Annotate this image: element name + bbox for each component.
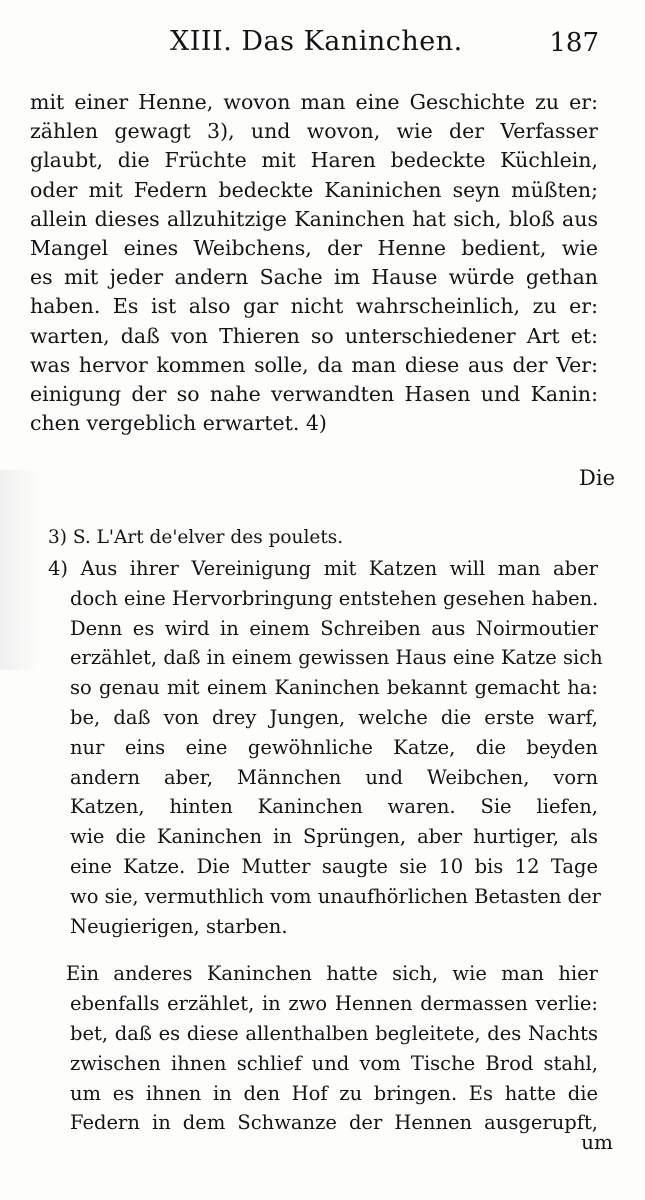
footnote-line: andern aber, Männchen und Weibchen, vorn bbox=[70, 765, 598, 789]
text-line: zählen gewagt 3), und wovon, wie der Verfasser bbox=[30, 119, 598, 144]
page-header bbox=[30, 26, 605, 66]
text-line: einigung der so nahe verwandten Hasen und Kanin: bbox=[30, 381, 598, 406]
footnote-line: Ein anderes Kaninchen hatte sich, wie man hier bbox=[66, 962, 598, 986]
footnote-3: 3) S. L'Art de'elver des poulets. bbox=[48, 527, 344, 548]
footnote-line: Katzen, hinten Kaninchen waren. Sie liefen, bbox=[70, 795, 598, 819]
text-line: warten, daß von Thieren so unterschiedener Art et: bbox=[30, 323, 598, 348]
footnotes bbox=[48, 522, 603, 1138]
page-number: 187 bbox=[549, 28, 599, 58]
text-line: mit einer Henne, wovon man eine Geschichte zu er: bbox=[30, 90, 598, 114]
text-line: es mit jeder andern Sache im Hause würde gethan bbox=[30, 265, 598, 290]
text-line: oder mit Federn bedeckte Kaninichen seyn müßten; bbox=[30, 177, 598, 202]
footnote-line: Neugierigen, starben. bbox=[70, 914, 288, 938]
footnote-line: nur eins eine gewöhnliche Katze, die beyden bbox=[70, 735, 598, 759]
footnote-line: ebenfalls erzählet, in zwo Hennen dermassen verlie: bbox=[70, 992, 598, 1016]
footnote-line: zwischen ihnen schlief und vom Tische Brod stahl, bbox=[70, 1051, 598, 1075]
footnote-line: Denn es wird in einem Schreiben aus Noirmoutier bbox=[70, 616, 598, 640]
footnote-line: be, daß von drey Jungen, welche die erste warf, bbox=[70, 705, 598, 729]
text-line: glaubt, die Früchte mit Haren bedeckte Küchlein, bbox=[30, 148, 598, 173]
text-line: haben. Es ist also gar nicht wahrscheinlich, zu er: bbox=[30, 294, 598, 319]
footnote-line: Federn in dem Schwanze der Hennen ausgerupft, bbox=[70, 1111, 598, 1135]
footnote-line: so genau mit einem Kaninchen bekannt gemacht ha: bbox=[70, 676, 598, 700]
footnote-line: wie die Kaninchen in Sprüngen, aber hurtiger, als bbox=[70, 825, 598, 849]
text-line: chen vergeblich erwartet. 4) bbox=[30, 411, 327, 436]
text-line: was hervor kommen solle, da man diese aus der Ver: bbox=[30, 352, 598, 377]
footnote-line: erzählet, daß in einem gewissen Haus eine Katze sich bbox=[70, 646, 603, 670]
footnote-line: 4) Aus ihrer Vereinigung mit Katzen will man aber bbox=[48, 557, 598, 580]
footnote-line: um es ihnen in den Hof zu bringen. Es hatte die bbox=[70, 1081, 598, 1105]
main-text bbox=[30, 88, 598, 438]
footnote-line: doch eine Hervorbringung entstehen gesehen haben. bbox=[70, 586, 599, 610]
footnote-4-paragraph-2 bbox=[48, 959, 598, 1138]
text-line: allein dieses allzuhitzige Kaninchen hat sich, bloß aus bbox=[30, 206, 598, 231]
catchword: Die bbox=[579, 466, 615, 490]
footnote-line: bet, daß es diese allenthalben begleitete, des Nachts bbox=[70, 1021, 598, 1045]
show-through-shadow bbox=[0, 470, 40, 670]
footnote-line: wo sie, vermuthlich vom unaufhörlichen Betasten der bbox=[70, 884, 601, 908]
footnote-line: eine Katze. Die Mutter saugte sie 10 bis 12 Tage bbox=[70, 854, 598, 878]
text-line: Mangel eines Weibchens, der Henne bedient, wie bbox=[30, 235, 598, 260]
running-title: XIII. Das Kaninchen. bbox=[170, 26, 463, 57]
bottom-catchword: um bbox=[581, 1130, 613, 1154]
footnote-4 bbox=[48, 554, 603, 941]
